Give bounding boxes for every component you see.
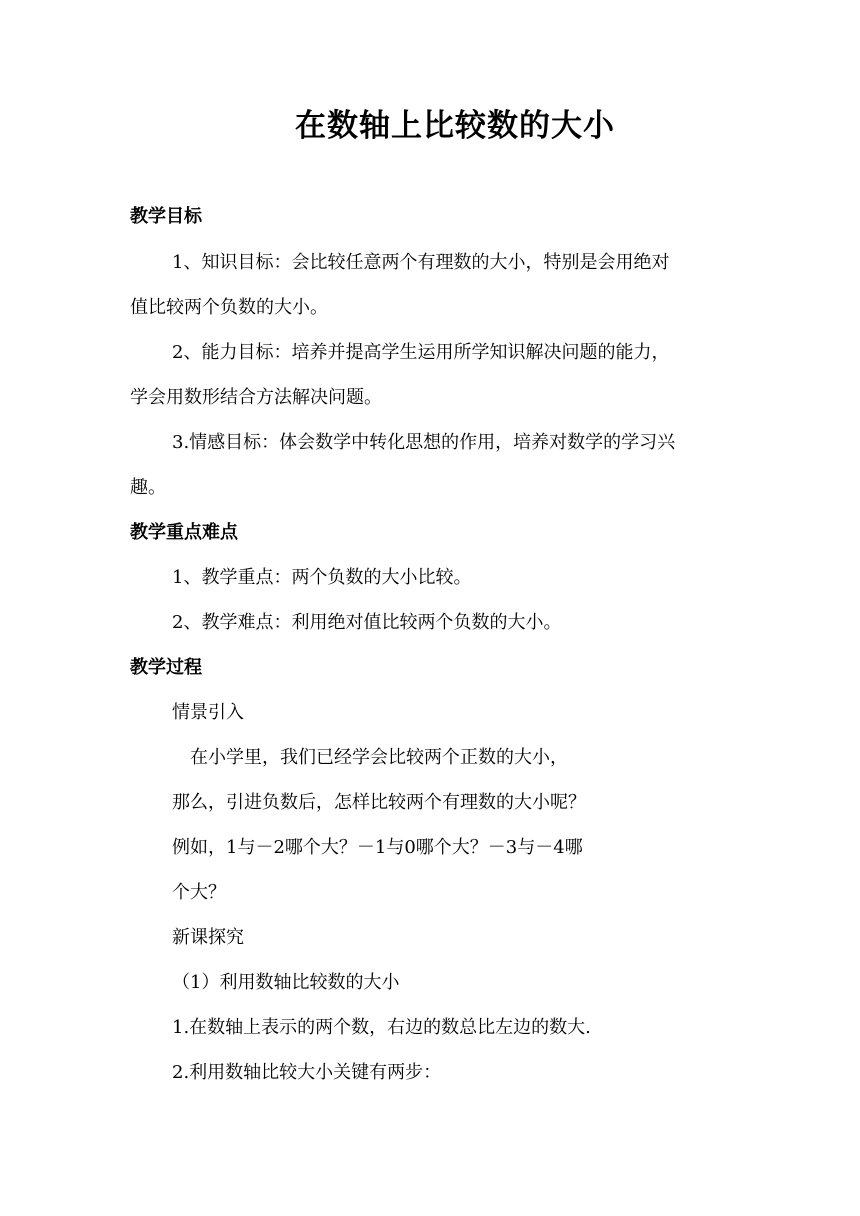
process-line-7: （1）利用数轴比较数的大小 — [172, 972, 400, 993]
section-heading-key-points: 教学重点难点 — [130, 522, 238, 543]
process-line-8: 1.在数轴上表示的两个数，右边的数总比左边的数大. — [172, 1017, 591, 1038]
goal-line-6: 趣。 — [130, 477, 166, 498]
key-point-line-2: 2、教学难点：利用绝对值比较两个负数的大小。 — [172, 612, 562, 633]
key-point-line-1: 1、教学重点：两个负数的大小比较。 — [172, 567, 472, 588]
process-line-3: 那么，引进负数后，怎样比较两个有理数的大小呢？ — [172, 792, 586, 813]
process-line-9: 2.利用数轴比较大小关键有两步： — [172, 1062, 442, 1083]
section-heading-process: 教学过程 — [130, 657, 202, 678]
section-heading-goals: 教学目标 — [130, 206, 202, 227]
process-line-5: 个大？ — [172, 882, 226, 903]
process-line-1: 情景引入 — [172, 702, 244, 723]
goal-line-5: 3.情感目标：体会数学中转化思想的作用，培养对数学的学习兴 — [172, 432, 676, 453]
process-line-2: 在小学里，我们已经学会比较两个正数的大小， — [190, 747, 568, 768]
process-line-6: 新课探究 — [172, 927, 244, 948]
goal-line-1: 1、知识目标：会比较任意两个有理数的大小，特别是会用绝对 — [172, 252, 670, 273]
goal-line-3: 2、能力目标：培养并提高学生运用所学知识解决问题的能力， — [172, 342, 670, 363]
goal-line-4: 学会用数形结合方法解决问题。 — [130, 387, 382, 408]
process-line-4: 例如，1与－2哪个大？－1与0哪个大？－3与－4哪 — [172, 837, 583, 858]
goal-line-2: 值比较两个负数的大小。 — [130, 297, 328, 318]
page-title: 在数轴上比较数的大小 — [295, 108, 615, 144]
